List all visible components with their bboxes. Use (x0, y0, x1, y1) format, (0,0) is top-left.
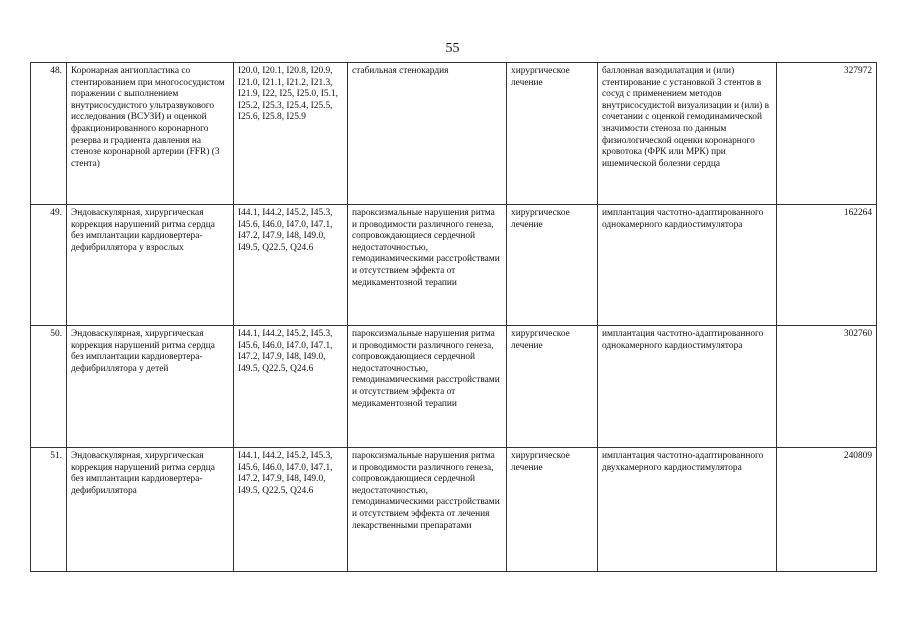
service-name: Коронарная ангиопластика со стентированием при многососудистом поражении с выполнением внутрисосудистого ультразвукового исследования (ВСУЗИ) и оценкой фракционированного коронарного резерва и градиента давления на стенозе коронарной артерии (FFR) (3 стента) (67, 63, 234, 205)
cost: 302760 (777, 326, 877, 448)
treatment-method: имплантация частотно-адаптированного однокамерного кардиостимулятора (598, 205, 777, 326)
patient-model: пароксизмальные нарушения ритма и проводимости различного генеза, сопровождающиеся сердечной недостаточностью, гемодинамическими расстройствами и отсутствием эффекта от лечения лекарственными препаратами (348, 448, 507, 572)
table-row (31, 205, 877, 326)
icd-codes: I44.1, I44.2, I45.2, I45.3, I45.6, I46.0, I47.0, I47.1, I47.2, I47.9, I48, I49.0, I49.5, Q22.5, Q24.6 (234, 326, 348, 448)
treatment-type: хирургическое лечение (507, 205, 598, 326)
table-row (31, 326, 877, 448)
treatment-type: хирургическое лечение (507, 326, 598, 448)
patient-model: пароксизмальные нарушения ритма и проводимости различного генеза, сопровождающиеся сердечной недостаточностью, гемодинамическими расстройствами и отсутствием эффекта от медикаментозной терапии (348, 205, 507, 326)
table-row (31, 448, 877, 572)
row-number: 49. (31, 205, 67, 326)
cost: 162264 (777, 205, 877, 326)
treatment-method: баллонная вазодилатация и (или) стентирование с установкой 3 стентов в сосуд с применением методов внутрисосудистой визуализации и (или) в сочетании с оценкой гемодинамической значимости стеноза по данным физиологической оценки коронарного кровотока (ФРК или МРК) при ишемической болезни сердца (598, 63, 777, 205)
patient-model: пароксизмальные нарушения ритма и проводимости различного генеза, сопровождающиеся сердечной недостаточностью, гемодинамическими расстройствами и отсутствием эффекта от медикаментозной терапии (348, 326, 507, 448)
page-number: 55 (445, 41, 460, 56)
services-table (30, 62, 877, 572)
icd-codes: I20.0, I20.1, I20.8, I20.9, I21.0, I21.1, I21.2, I21.3, I21.9, I22, I25, I25.0, I5.1, I25.2, I25.3, I25.4, I25.5, I25.6, I25.8, I25.9 (234, 63, 348, 205)
icd-codes: I44.1, I44.2, I45.2, I45.3, I45.6, I46.0, I47.0, I47.1, I47.2, I47.9, I48, I49.0, I49.5, Q22.5, Q24.6 (234, 448, 348, 572)
cost: 327972 (777, 63, 877, 205)
cost: 240809 (777, 448, 877, 572)
treatment-method: имплантация частотно-адаптированного двухкамерного кардиостимулятора (598, 448, 777, 572)
service-name: Эндоваскулярная, хирургическая коррекция нарушений ритма сердца без имплантации кардиовертера-дефибриллятора у взрослых (67, 205, 234, 326)
treatment-method: имплантация частотно-адаптированного однокамерного кардиостимулятора (598, 326, 777, 448)
row-number: 48. (31, 63, 67, 205)
icd-codes: I44.1, I44.2, I45.2, I45.3, I45.6, I46.0, I47.0, I47.1, I47.2, I47.9, I48, I49.0, I49.5, Q22.5, Q24.6 (234, 205, 348, 326)
patient-model: стабильная стенокардия (348, 63, 507, 205)
table-row (31, 63, 877, 205)
service-name: Эндоваскулярная, хирургическая коррекция нарушений ритма сердца без имплантации кардиовертера-дефибриллятора у детей (67, 326, 234, 448)
row-number: 51. (31, 448, 67, 572)
service-name: Эндоваскулярная, хирургическая коррекция нарушений ритма сердца без имплантации кардиовертера-дефибриллятора (67, 448, 234, 572)
treatment-type: хирургическое лечение (507, 63, 598, 205)
treatment-type: хирургическое лечение (507, 448, 598, 572)
row-number: 50. (31, 326, 67, 448)
